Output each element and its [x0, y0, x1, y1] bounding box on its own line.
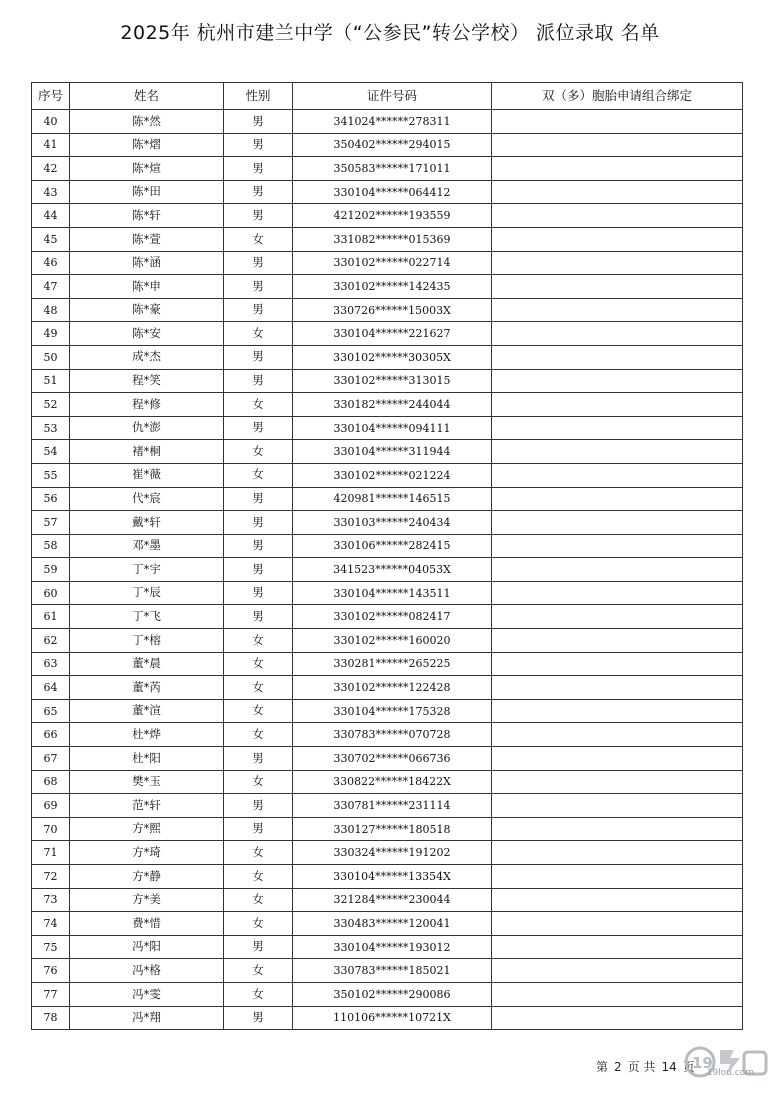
cell-name: 陈*煊: [70, 157, 224, 181]
cell-serial-number: 65: [32, 699, 70, 723]
cell-id-number: 341024******278311: [293, 110, 492, 134]
cell-gender: 男: [224, 298, 293, 322]
cell-id-number: 330102******142435: [293, 275, 492, 299]
cell-id-number: 330702******066736: [293, 747, 492, 771]
cell-name: 杜*阳: [70, 747, 224, 771]
cell-gender: 男: [224, 180, 293, 204]
cell-twin-binding: [492, 487, 743, 511]
cell-twin-binding: [492, 794, 743, 818]
cell-twin-binding: [492, 463, 743, 487]
cell-gender: 男: [224, 204, 293, 228]
cell-serial-number: 42: [32, 157, 70, 181]
cell-gender: 女: [224, 982, 293, 1006]
cell-twin-binding: [492, 723, 743, 747]
table-row: [32, 463, 743, 487]
cell-gender: 男: [224, 581, 293, 605]
cell-name: 杜*烨: [70, 723, 224, 747]
table-row: [32, 699, 743, 723]
cell-id-number: 330102******160020: [293, 629, 492, 653]
cell-name: 董*芮: [70, 676, 224, 700]
cell-twin-binding: [492, 393, 743, 417]
cell-name: 冯*阳: [70, 935, 224, 959]
cell-name: 丁*宇: [70, 558, 224, 582]
cell-name: 程*修: [70, 393, 224, 417]
cell-twin-binding: [492, 959, 743, 983]
cell-gender: 男: [224, 345, 293, 369]
cell-gender: 男: [224, 1006, 293, 1030]
cell-gender: 男: [224, 487, 293, 511]
header-twin-binding: 双（多）胞胎申请组合绑定: [492, 83, 743, 110]
cell-gender: 女: [224, 463, 293, 487]
table-row: [32, 393, 743, 417]
cell-name: 陈*田: [70, 180, 224, 204]
table-row: [32, 629, 743, 653]
cell-gender: 男: [224, 133, 293, 157]
cell-name: 方*静: [70, 865, 224, 889]
cell-gender: 男: [224, 369, 293, 393]
table-row: [32, 133, 743, 157]
cell-serial-number: 74: [32, 912, 70, 936]
cell-name: 陈*萱: [70, 227, 224, 251]
table-header-row: [32, 83, 743, 110]
cell-twin-binding: [492, 817, 743, 841]
cell-id-number: 331082******015369: [293, 227, 492, 251]
table-row: [32, 723, 743, 747]
cell-gender: 男: [224, 558, 293, 582]
cell-name: 陈*涵: [70, 251, 224, 275]
cell-serial-number: 76: [32, 959, 70, 983]
cell-name: 冯*翔: [70, 1006, 224, 1030]
cell-twin-binding: [492, 841, 743, 865]
table-row: [32, 487, 743, 511]
cell-name: 方*琦: [70, 841, 224, 865]
cell-serial-number: 71: [32, 841, 70, 865]
cell-name: 代*宸: [70, 487, 224, 511]
cell-gender: 女: [224, 393, 293, 417]
cell-gender: 女: [224, 676, 293, 700]
svg-text:19: 19: [692, 1054, 713, 1072]
cell-id-number: 330104******064412: [293, 180, 492, 204]
table-body: [32, 110, 743, 1030]
cell-id-number: 321284******230044: [293, 888, 492, 912]
table-row: [32, 747, 743, 771]
cell-name: 陈*申: [70, 275, 224, 299]
table-row: [32, 511, 743, 535]
cell-gender: 男: [224, 817, 293, 841]
table-row: [32, 794, 743, 818]
cell-twin-binding: [492, 747, 743, 771]
table-row: [32, 369, 743, 393]
cell-id-number: 330281******265225: [293, 652, 492, 676]
table-row: [32, 841, 743, 865]
cell-gender: 女: [224, 865, 293, 889]
table-row: [32, 817, 743, 841]
table-row: [32, 1006, 743, 1030]
cell-id-number: 350102******290086: [293, 982, 492, 1006]
cell-serial-number: 45: [32, 227, 70, 251]
cell-id-number: 330483******120041: [293, 912, 492, 936]
cell-gender: 女: [224, 699, 293, 723]
page-prefix: 第: [596, 1060, 609, 1074]
cell-serial-number: 59: [32, 558, 70, 582]
table-row: [32, 298, 743, 322]
table-row: [32, 558, 743, 582]
cell-id-number: 330104******221627: [293, 322, 492, 346]
cell-name: 陈*豪: [70, 298, 224, 322]
cell-serial-number: 70: [32, 817, 70, 841]
cell-serial-number: 52: [32, 393, 70, 417]
cell-twin-binding: [492, 982, 743, 1006]
cell-name: 丁*辰: [70, 581, 224, 605]
cell-twin-binding: [492, 558, 743, 582]
cell-gender: 男: [224, 251, 293, 275]
cell-twin-binding: [492, 180, 743, 204]
table-row: [32, 110, 743, 134]
cell-twin-binding: [492, 935, 743, 959]
table-row: [32, 935, 743, 959]
cell-serial-number: 46: [32, 251, 70, 275]
cell-id-number: 330103******240434: [293, 511, 492, 535]
cell-serial-number: 54: [32, 440, 70, 464]
header-serial-number: 序号: [32, 83, 70, 110]
cell-serial-number: 63: [32, 652, 70, 676]
cell-name: 邓*墨: [70, 534, 224, 558]
table-row: [32, 322, 743, 346]
cell-twin-binding: [492, 369, 743, 393]
cell-name: 崔*薇: [70, 463, 224, 487]
table-row: [32, 581, 743, 605]
cell-serial-number: 41: [32, 133, 70, 157]
table-row: [32, 652, 743, 676]
cell-serial-number: 47: [32, 275, 70, 299]
cell-id-number: 330104******094111: [293, 416, 492, 440]
header-name: 姓名: [70, 83, 224, 110]
table-row: [32, 770, 743, 794]
document-title: 2025年 杭州市建兰中学（“公参民”转公学校） 派位录取 名单: [120, 22, 660, 44]
cell-serial-number: 75: [32, 935, 70, 959]
cell-gender: 女: [224, 888, 293, 912]
cell-id-number: 330104******143511: [293, 581, 492, 605]
cell-id-number: 350402******294015: [293, 133, 492, 157]
cell-serial-number: 72: [32, 865, 70, 889]
cell-id-number: 330102******30305X: [293, 345, 492, 369]
cell-name: 丁*飞: [70, 605, 224, 629]
cell-twin-binding: [492, 581, 743, 605]
cell-gender: 女: [224, 652, 293, 676]
cell-id-number: 330104******13354X: [293, 865, 492, 889]
table-row: [32, 227, 743, 251]
table-row: [32, 888, 743, 912]
table-row: [32, 416, 743, 440]
cell-gender: 女: [224, 723, 293, 747]
cell-name: 董*晨: [70, 652, 224, 676]
cell-twin-binding: [492, 629, 743, 653]
cell-twin-binding: [492, 416, 743, 440]
cell-gender: 女: [224, 959, 293, 983]
cell-serial-number: 73: [32, 888, 70, 912]
cell-id-number: 330726******15003X: [293, 298, 492, 322]
cell-gender: 男: [224, 511, 293, 535]
table-row: [32, 275, 743, 299]
cell-twin-binding: [492, 534, 743, 558]
cell-id-number: 330102******122428: [293, 676, 492, 700]
cell-gender: 男: [224, 416, 293, 440]
cell-name: 程*笑: [70, 369, 224, 393]
header-gender: 性别: [224, 83, 293, 110]
cell-serial-number: 67: [32, 747, 70, 771]
cell-id-number: 330783******070728: [293, 723, 492, 747]
cell-id-number: 330102******082417: [293, 605, 492, 629]
cell-gender: 女: [224, 912, 293, 936]
cell-serial-number: 44: [32, 204, 70, 228]
cell-name: 冯*雯: [70, 982, 224, 1006]
table-row: [32, 912, 743, 936]
cell-twin-binding: [492, 912, 743, 936]
cell-id-number: 330102******021224: [293, 463, 492, 487]
cell-twin-binding: [492, 110, 743, 134]
page-middle: 页 共: [627, 1060, 656, 1074]
cell-id-number: 330102******313015: [293, 369, 492, 393]
watermark-text: 19lou.com: [706, 1068, 754, 1078]
cell-name: 方*熙: [70, 817, 224, 841]
cell-serial-number: 40: [32, 110, 70, 134]
cell-twin-binding: [492, 251, 743, 275]
page-suffix: 页: [682, 1060, 695, 1074]
cell-twin-binding: [492, 133, 743, 157]
cell-id-number: 330104******311944: [293, 440, 492, 464]
cell-name: 陈*安: [70, 322, 224, 346]
admission-roster-table: [31, 82, 743, 1030]
cell-gender: 女: [224, 841, 293, 865]
cell-gender: 女: [224, 440, 293, 464]
table-row: [32, 345, 743, 369]
cell-twin-binding: [492, 770, 743, 794]
cell-id-number: 350583******171011: [293, 157, 492, 181]
cell-name: 冯*格: [70, 959, 224, 983]
cell-name: 陈*然: [70, 110, 224, 134]
cell-twin-binding: [492, 1006, 743, 1030]
cell-twin-binding: [492, 227, 743, 251]
cell-id-number: 330324******191202: [293, 841, 492, 865]
cell-serial-number: 66: [32, 723, 70, 747]
table-row: [32, 982, 743, 1006]
cell-name: 樊*玉: [70, 770, 224, 794]
cell-twin-binding: [492, 275, 743, 299]
cell-id-number: 330127******180518: [293, 817, 492, 841]
site-watermark: [682, 1040, 774, 1086]
table-row: [32, 204, 743, 228]
cell-gender: 男: [224, 747, 293, 771]
cell-gender: 男: [224, 605, 293, 629]
header-id-number: 证件号码: [293, 83, 492, 110]
cell-name: 费*惜: [70, 912, 224, 936]
cell-twin-binding: [492, 298, 743, 322]
table-row: [32, 157, 743, 181]
cell-serial-number: 64: [32, 676, 70, 700]
table-row: [32, 959, 743, 983]
cell-gender: 女: [224, 770, 293, 794]
cell-id-number: 330781******231114: [293, 794, 492, 818]
cell-twin-binding: [492, 440, 743, 464]
cell-serial-number: 43: [32, 180, 70, 204]
cell-serial-number: 77: [32, 982, 70, 1006]
cell-id-number: 420981******146515: [293, 487, 492, 511]
cell-twin-binding: [492, 204, 743, 228]
cell-twin-binding: [492, 511, 743, 535]
cell-gender: 女: [224, 629, 293, 653]
cell-gender: 男: [224, 534, 293, 558]
cell-twin-binding: [492, 605, 743, 629]
cell-id-number: 330106******282415: [293, 534, 492, 558]
cell-name: 范*轩: [70, 794, 224, 818]
cell-serial-number: 56: [32, 487, 70, 511]
cell-name: 丁*榕: [70, 629, 224, 653]
cell-gender: 男: [224, 110, 293, 134]
cell-serial-number: 51: [32, 369, 70, 393]
cell-name: 戴*轩: [70, 511, 224, 535]
table-row: [32, 251, 743, 275]
cell-serial-number: 69: [32, 794, 70, 818]
cell-serial-number: 57: [32, 511, 70, 535]
cell-serial-number: 78: [32, 1006, 70, 1030]
table-row: [32, 534, 743, 558]
cell-twin-binding: [492, 157, 743, 181]
cell-serial-number: 55: [32, 463, 70, 487]
cell-name: 陈*轩: [70, 204, 224, 228]
cell-serial-number: 49: [32, 322, 70, 346]
cell-id-number: 330182******244044: [293, 393, 492, 417]
cell-id-number: 330104******193012: [293, 935, 492, 959]
cell-serial-number: 60: [32, 581, 70, 605]
cell-gender: 女: [224, 322, 293, 346]
total-pages: 14: [661, 1060, 677, 1074]
cell-id-number: 330822******18422X: [293, 770, 492, 794]
cell-id-number: 421202******193559: [293, 204, 492, 228]
cell-name: 褚*桐: [70, 440, 224, 464]
cell-serial-number: 68: [32, 770, 70, 794]
cell-serial-number: 58: [32, 534, 70, 558]
cell-twin-binding: [492, 865, 743, 889]
cell-serial-number: 61: [32, 605, 70, 629]
page-number: 2: [614, 1060, 622, 1074]
cell-name: 董*渲: [70, 699, 224, 723]
cell-id-number: 341523******04053X: [293, 558, 492, 582]
cell-name: 方*美: [70, 888, 224, 912]
table-row: [32, 865, 743, 889]
cell-name: 仇*澎: [70, 416, 224, 440]
cell-name: 成*杰: [70, 345, 224, 369]
cell-id-number: 110106******10721X: [293, 1006, 492, 1030]
cell-serial-number: 48: [32, 298, 70, 322]
table-row: [32, 605, 743, 629]
cell-serial-number: 62: [32, 629, 70, 653]
19lou-logo-icon: [682, 1040, 774, 1086]
table-row: [32, 180, 743, 204]
cell-gender: 女: [224, 227, 293, 251]
cell-id-number: 330104******175328: [293, 699, 492, 723]
cell-twin-binding: [492, 322, 743, 346]
table-row: [32, 676, 743, 700]
cell-twin-binding: [492, 888, 743, 912]
cell-gender: 男: [224, 157, 293, 181]
cell-gender: 男: [224, 794, 293, 818]
cell-twin-binding: [492, 699, 743, 723]
cell-name: 陈*熠: [70, 133, 224, 157]
cell-twin-binding: [492, 345, 743, 369]
cell-id-number: 330783******185021: [293, 959, 492, 983]
cell-twin-binding: [492, 676, 743, 700]
table-row: [32, 440, 743, 464]
cell-gender: 男: [224, 275, 293, 299]
cell-serial-number: 53: [32, 416, 70, 440]
cell-twin-binding: [492, 652, 743, 676]
cell-serial-number: 50: [32, 345, 70, 369]
cell-id-number: 330102******022714: [293, 251, 492, 275]
cell-gender: 男: [224, 935, 293, 959]
